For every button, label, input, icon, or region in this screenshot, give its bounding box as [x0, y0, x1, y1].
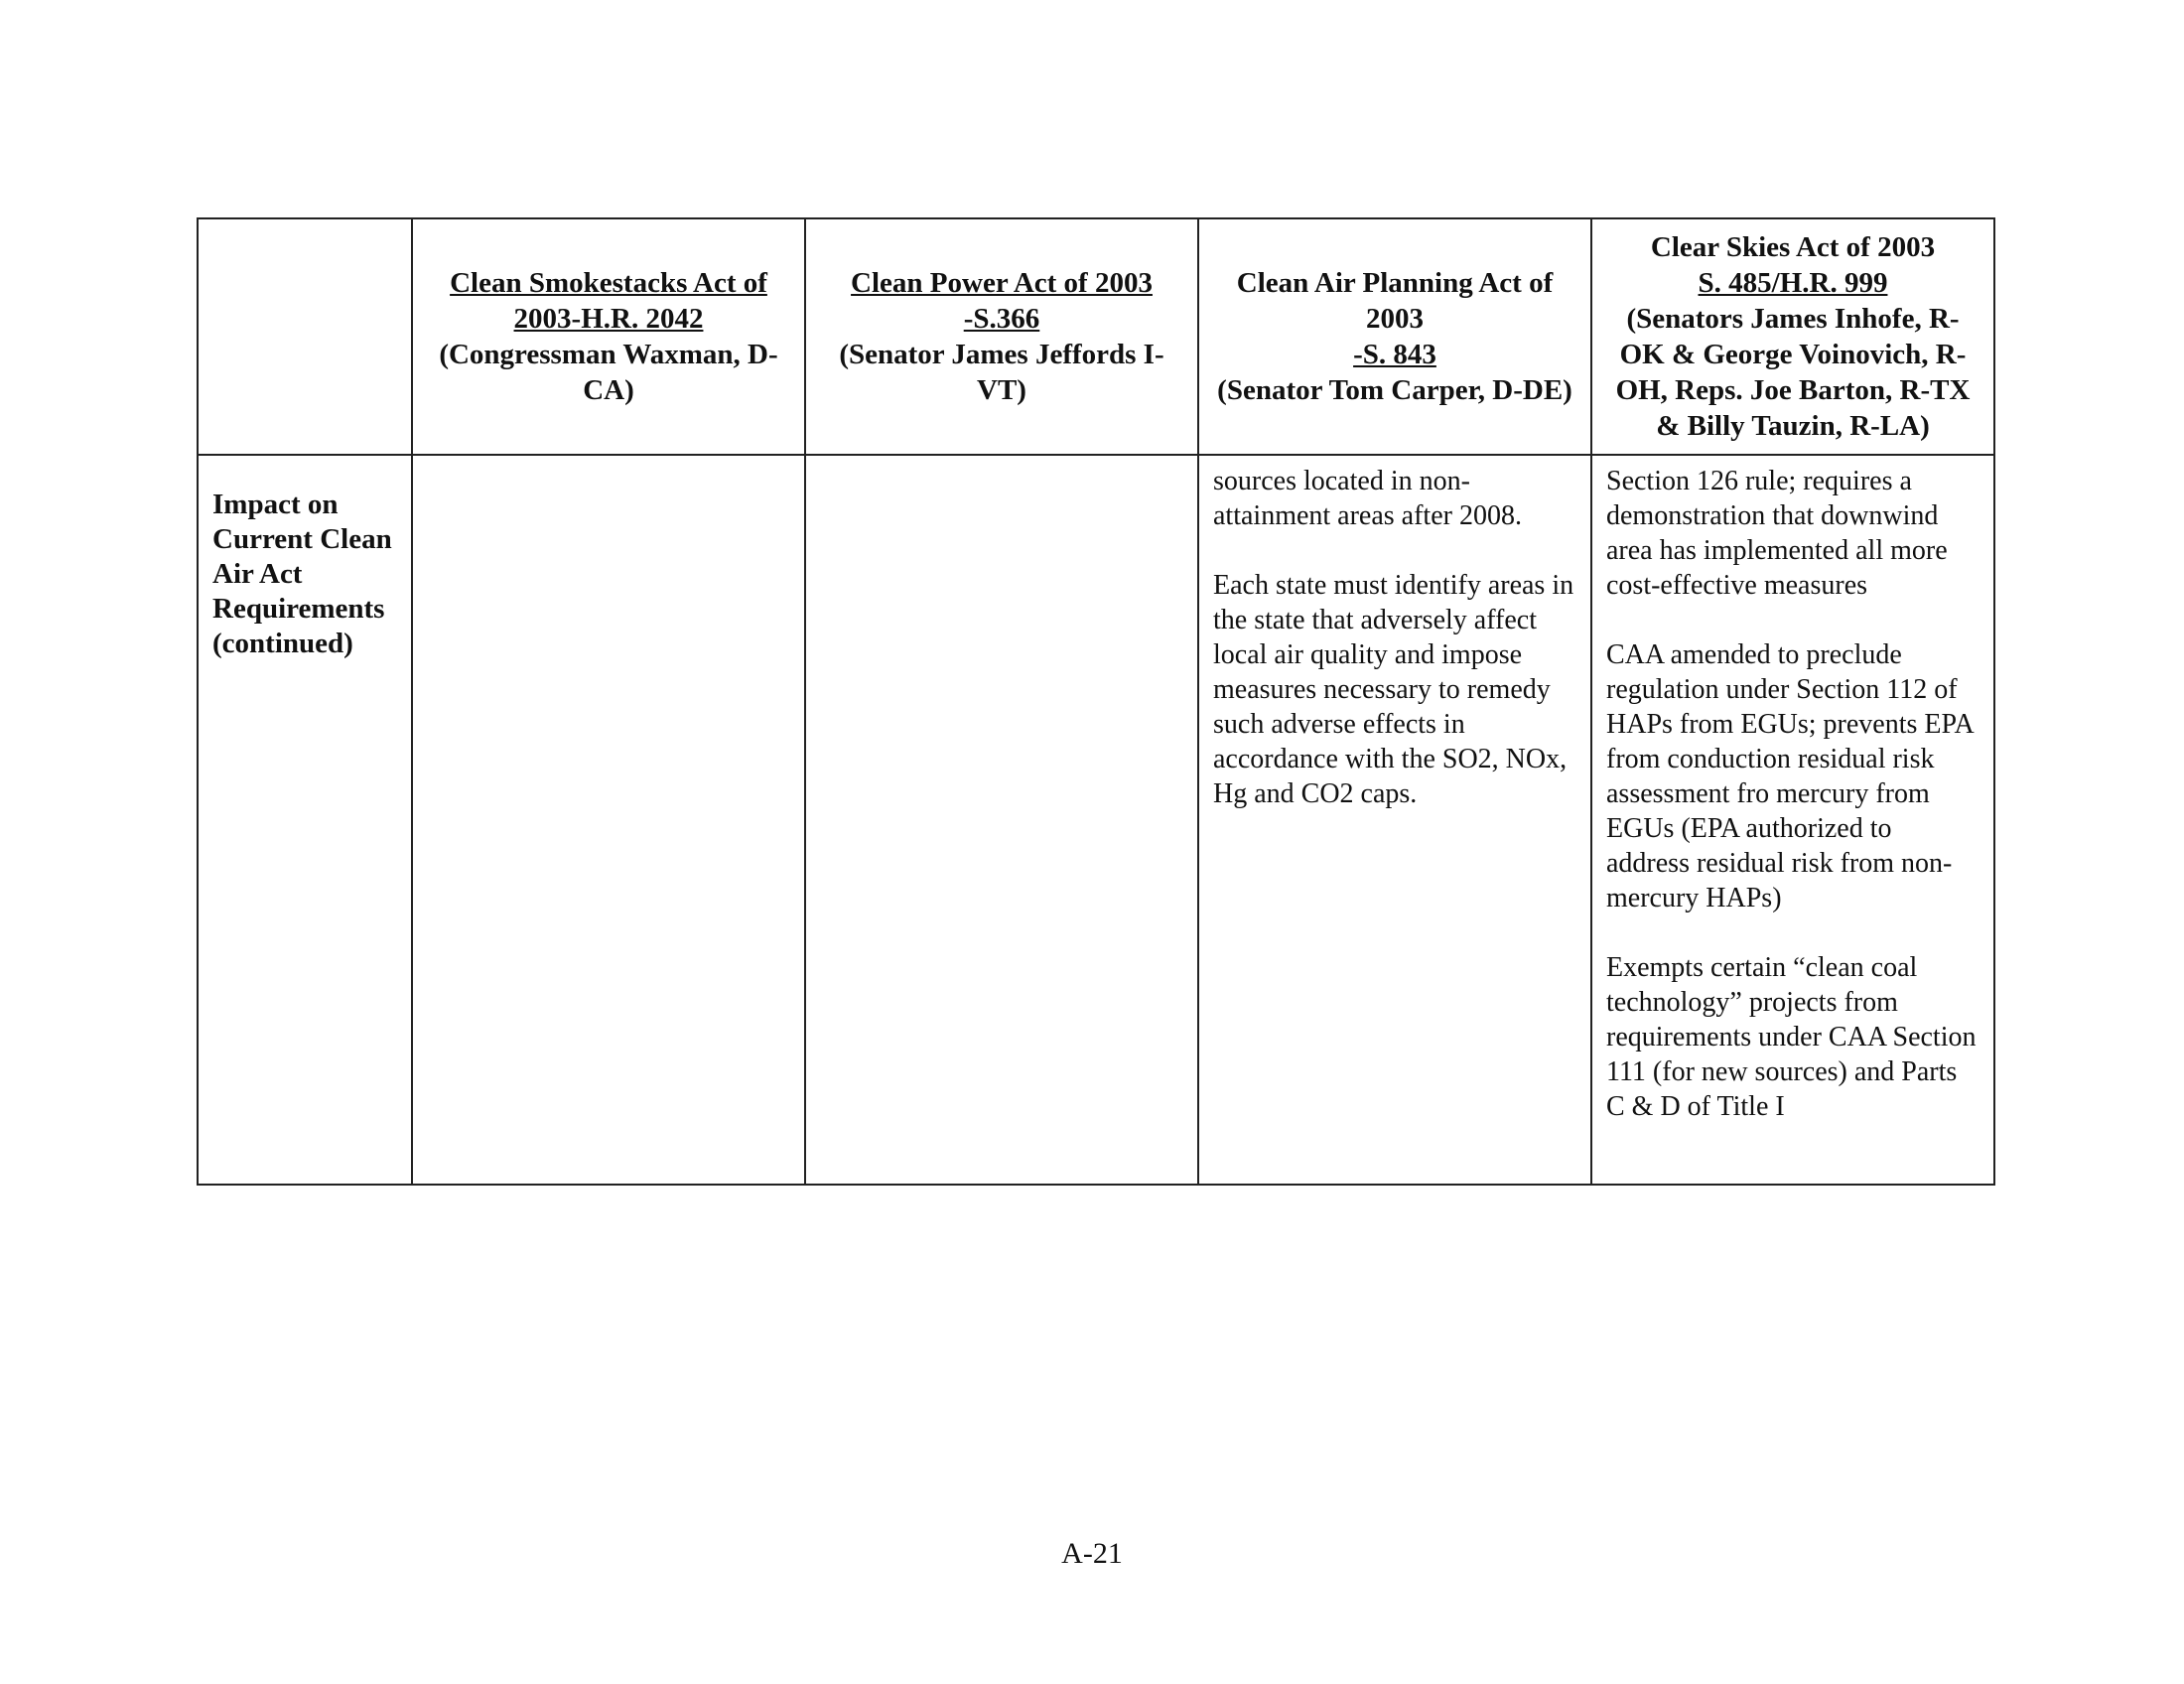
cell-paragraph: CAA amended to preclude regulation under Section 112 of HAPs from EGUs; prevents EPA from conduction residual risk assessment fro mercury from EGUs (EPA authorized to address residual risk from non-mercury HAPs): [1606, 639, 1974, 913]
cell-paragraph: Each state must identify areas in the state that adversely affect local air quality and impose measures necessary to remedy such adverse effects in accordance with the SO2, NOx, Hg and CO2 caps.: [1213, 570, 1574, 809]
cell-paragraph: Section 126 rule; requires a demonstration that downwind area has implemented all more cost-effective measures: [1606, 466, 1948, 601]
header-clean-air-planning-act: [1198, 218, 1591, 455]
bill-number: S. 485/H.R. 999: [1698, 267, 1888, 299]
table-row: [198, 455, 1994, 1185]
cell-clean-smokestacks-act: [412, 455, 805, 1185]
header-row: [198, 218, 1994, 455]
bill-number: 2003-H.R. 2042: [513, 303, 704, 335]
cell-clear-skies-act: [1591, 455, 1994, 1185]
header-clean-power-act: [805, 218, 1198, 455]
cell-clean-air-planning-act: [1198, 455, 1591, 1185]
cell-clean-power-act: [805, 455, 1198, 1185]
cell-paragraph: sources located in non-attainment areas after 2008.: [1213, 466, 1522, 531]
header-clean-smokestacks-act: [412, 218, 805, 455]
bill-number: -S. 843: [1353, 339, 1436, 370]
sponsor: (Senator Tom Carper, D-DE): [1217, 374, 1572, 406]
cell-paragraph: Exempts certain “clean coal technology” projects from requirements under CAA Section 111 (for new sources) and Parts C & D of Title I: [1606, 952, 1977, 1122]
bill-number: -S.366: [963, 303, 1040, 335]
column-title: Clean Power Act of 2003: [851, 267, 1153, 299]
sponsor: (Congressman Waxman, D-CA): [439, 339, 778, 406]
column-title: Clean Air Planning Act of 2003: [1236, 267, 1554, 335]
column-title: Clear Skies Act of 2003: [1650, 231, 1936, 263]
sponsor: (Senator James Jeffords I-VT): [839, 339, 1164, 406]
column-title: Clean Smokestacks Act of: [450, 267, 767, 299]
comparison-table: [197, 217, 1995, 1186]
page-number: A-21: [1061, 1537, 1123, 1570]
header-corner: [198, 218, 412, 455]
row-label: Impact on Current Clean Air Act Requirements (continued): [198, 455, 412, 1185]
sponsor: (Senators James Inhofe, R-OK & George Voinovich, R-OH, Reps. Joe Barton, R-TX & Billy Tauzin, R-LA): [1615, 303, 1971, 442]
header-clear-skies-act: [1591, 218, 1994, 455]
